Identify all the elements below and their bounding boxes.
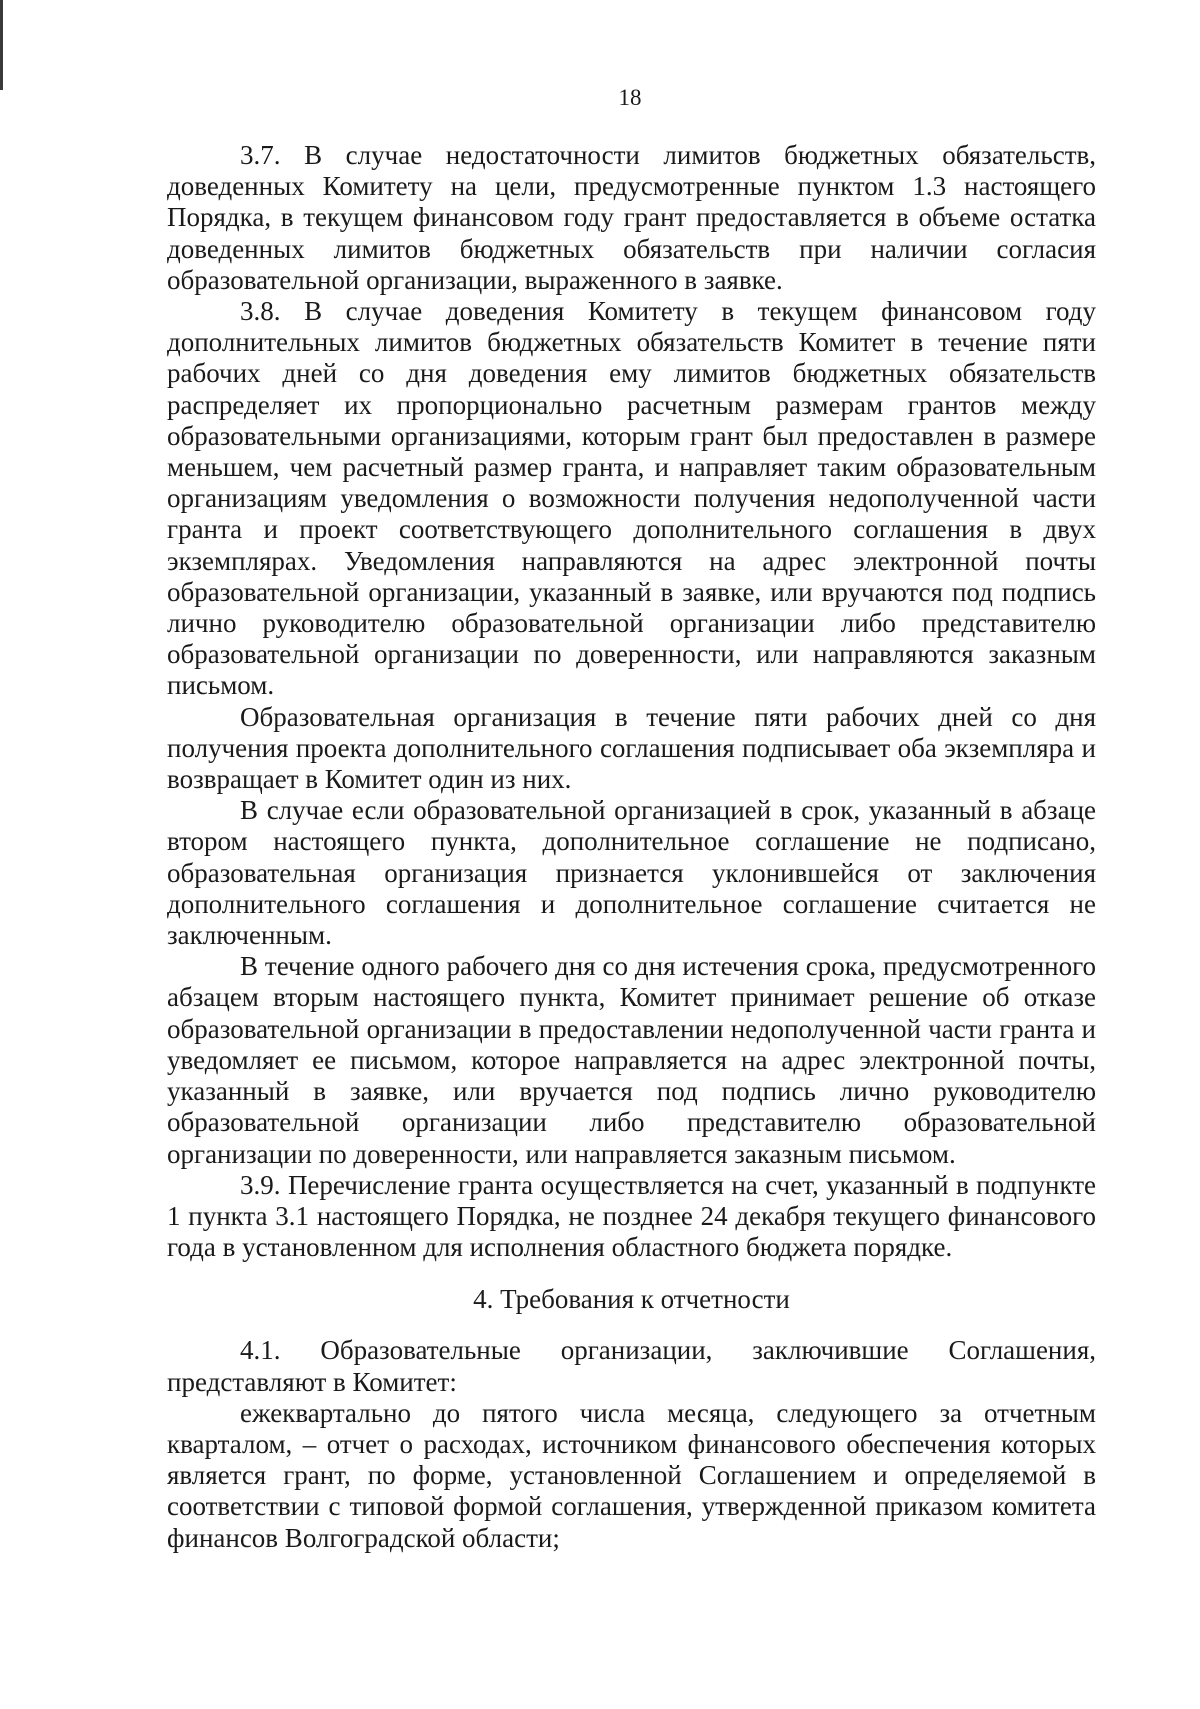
- scan-edge-mark: [0, 0, 3, 90]
- paragraph-3-9: 3.9. Перечисление гранта осуществляется на счет, указанный в подпункте 1 пункта 3.1 настоящего Порядка, не позднее 24 декабря текущего финансового года в установленном для исполнения областного бюджета порядке.: [167, 1169, 1096, 1263]
- section-heading: 4. Требования к отчетности: [473, 1284, 790, 1315]
- paragraph-refusal: В течение одного рабочего дня со дня истечения срока, предусмотренного абзацем вторым настоящего пункта, Комитет принимает решение об отказе образовательной организации в предоставлении недополученной части гранта и уведомляет ее письмом, которое направляется на адрес электронной почты, указанный в заявке, или вручается под подпись лично руководителю образовательной организации либо представителю образовательной организации по доверенности, или направляется заказным письмом.: [167, 951, 1096, 1169]
- paragraph-quarterly-report: ежеквартально до пятого числа месяца, следующего за отчетным кварталом, – отчет о расходах, источником финансового обеспечения которых является грант, по форме, установленной Соглашением и определяемой в соответствии с типовой формой соглашения, утвержденной приказом комитета финансов Волгоградской области;: [167, 1397, 1096, 1553]
- paragraph-evasion: В случае если образовательной организацией в срок, указанный в абзаце втором настоящего пункта, дополнительное соглашение не подписано, образовательная организация признается уклонившейся от заключения дополнительного соглашения и дополнительное соглашение считается не заключенным.: [167, 795, 1096, 951]
- paragraph-3-7: 3.7. В случае недостаточности лимитов бюджетных обязательств, доведенных Комитету на цели, предусмотренные пунктом 1.3 настоящего Порядка, в текущем финансовом году грант предоставляется в объеме остатка доведенных лимитов бюджетных обязательств при наличии согласия образовательной организации, выраженного в заявке.: [167, 140, 1096, 295]
- paragraph-4-1: 4.1. Образовательные организации, заключившие Соглашения, представляют в Комитет:: [167, 1335, 1096, 1397]
- paragraph-3-8: 3.8. В случае доведения Комитету в текущем финансовом году дополнительных лимитов бюджетных обязательств Комитет в течение пяти рабочих дней со дня доведения ему лимитов бюджетных обязательств распределяет их пропорционально расчетным размерам грантов между образовательными организациями, которым грант был предоставлен в размере меньшем, чем расчетный размер гранта, и направляет таким образовательным организациям уведомления о возможности получения недополученной части гранта и проект соответствующего дополнительного соглашения в двух экземплярах. Уведомления направляются на адрес электронной почты образовательной организации, указанный в заявке, или вручаются под подпись лично руководителю образовательной организации либо представителю образовательной организации по доверенности, или направляются заказным письмом.: [167, 296, 1096, 701]
- paragraph-signing: Образовательная организация в течение пяти рабочих дней со дня получения проекта дополнительного соглашения подписывает оба экземпляра и возвращает в Комитет один из них.: [167, 701, 1096, 795]
- document-body: [167, 140, 1096, 1554]
- page-number: 18: [618, 85, 642, 110]
